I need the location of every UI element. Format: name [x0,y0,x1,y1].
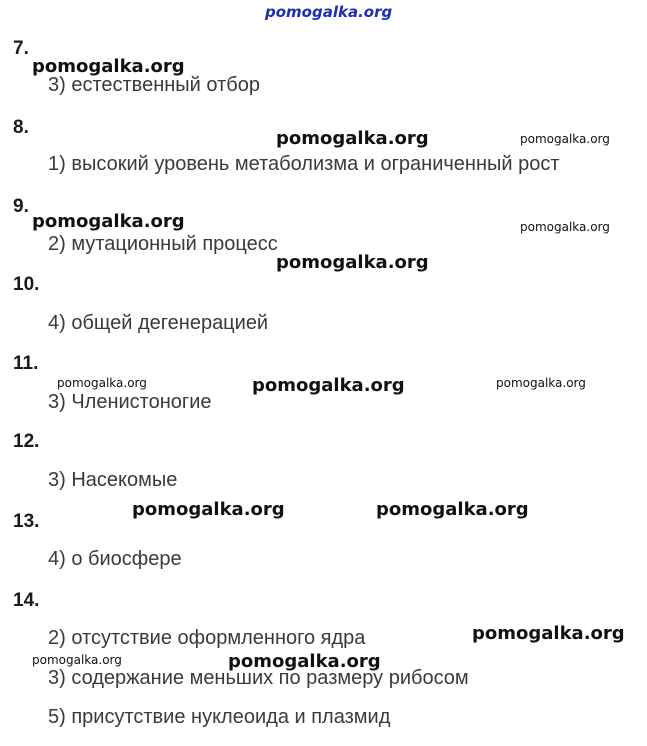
question-number-10: 10. [13,274,40,295]
answer-14-a: 2) отсутствие оформленного ядра [48,627,366,649]
watermark: pomogalka.org [472,623,625,644]
watermark: pomogalka.org [57,376,147,390]
question-number-11: 11. [13,353,39,374]
question-number-8: 8. [13,117,29,138]
question-number-7: 7. [13,38,29,59]
answer-7: 3) естественный отбор [48,74,260,96]
question-number-12: 12. [13,431,40,452]
answer-8: 1) высокий уровень метаболизма и ограниченный рост [48,153,560,175]
answer-14-b: 3) содержание меньших по размеру рибосом [48,667,469,689]
question-number-9: 9. [13,196,29,217]
answer-11: 3) Членистоногие [48,391,212,413]
watermark: pomogalka.org [496,376,586,390]
answer-9: 2) мутационный процесс [48,233,278,255]
question-number-14: 14. [13,590,40,611]
watermark: pomogalka.org [32,56,185,77]
watermark: pomogalka.org [520,220,610,234]
watermark: pomogalka.org [228,651,381,672]
answer-12: 3) Насекомые [48,469,178,491]
question-number-13: 13. [13,511,40,532]
watermark: pomogalka.org [276,128,429,149]
watermark: pomogalka.org [32,211,185,232]
watermark: pomogalka.org [132,499,285,520]
watermark: pomogalka.org [276,252,429,273]
watermark: pomogalka.org [520,132,610,146]
answer-10: 4) общей дегенерацией [48,312,269,334]
watermark: pomogalka.org [376,499,529,520]
header-watermark: pomogalka.org [265,3,393,21]
answer-13: 4) о биосфере [48,548,182,570]
watermark: pomogalka.org [32,653,122,667]
watermark: pomogalka.org [252,375,405,396]
answer-14-c: 5) присутствие нуклеоида и плазмид [48,706,391,728]
